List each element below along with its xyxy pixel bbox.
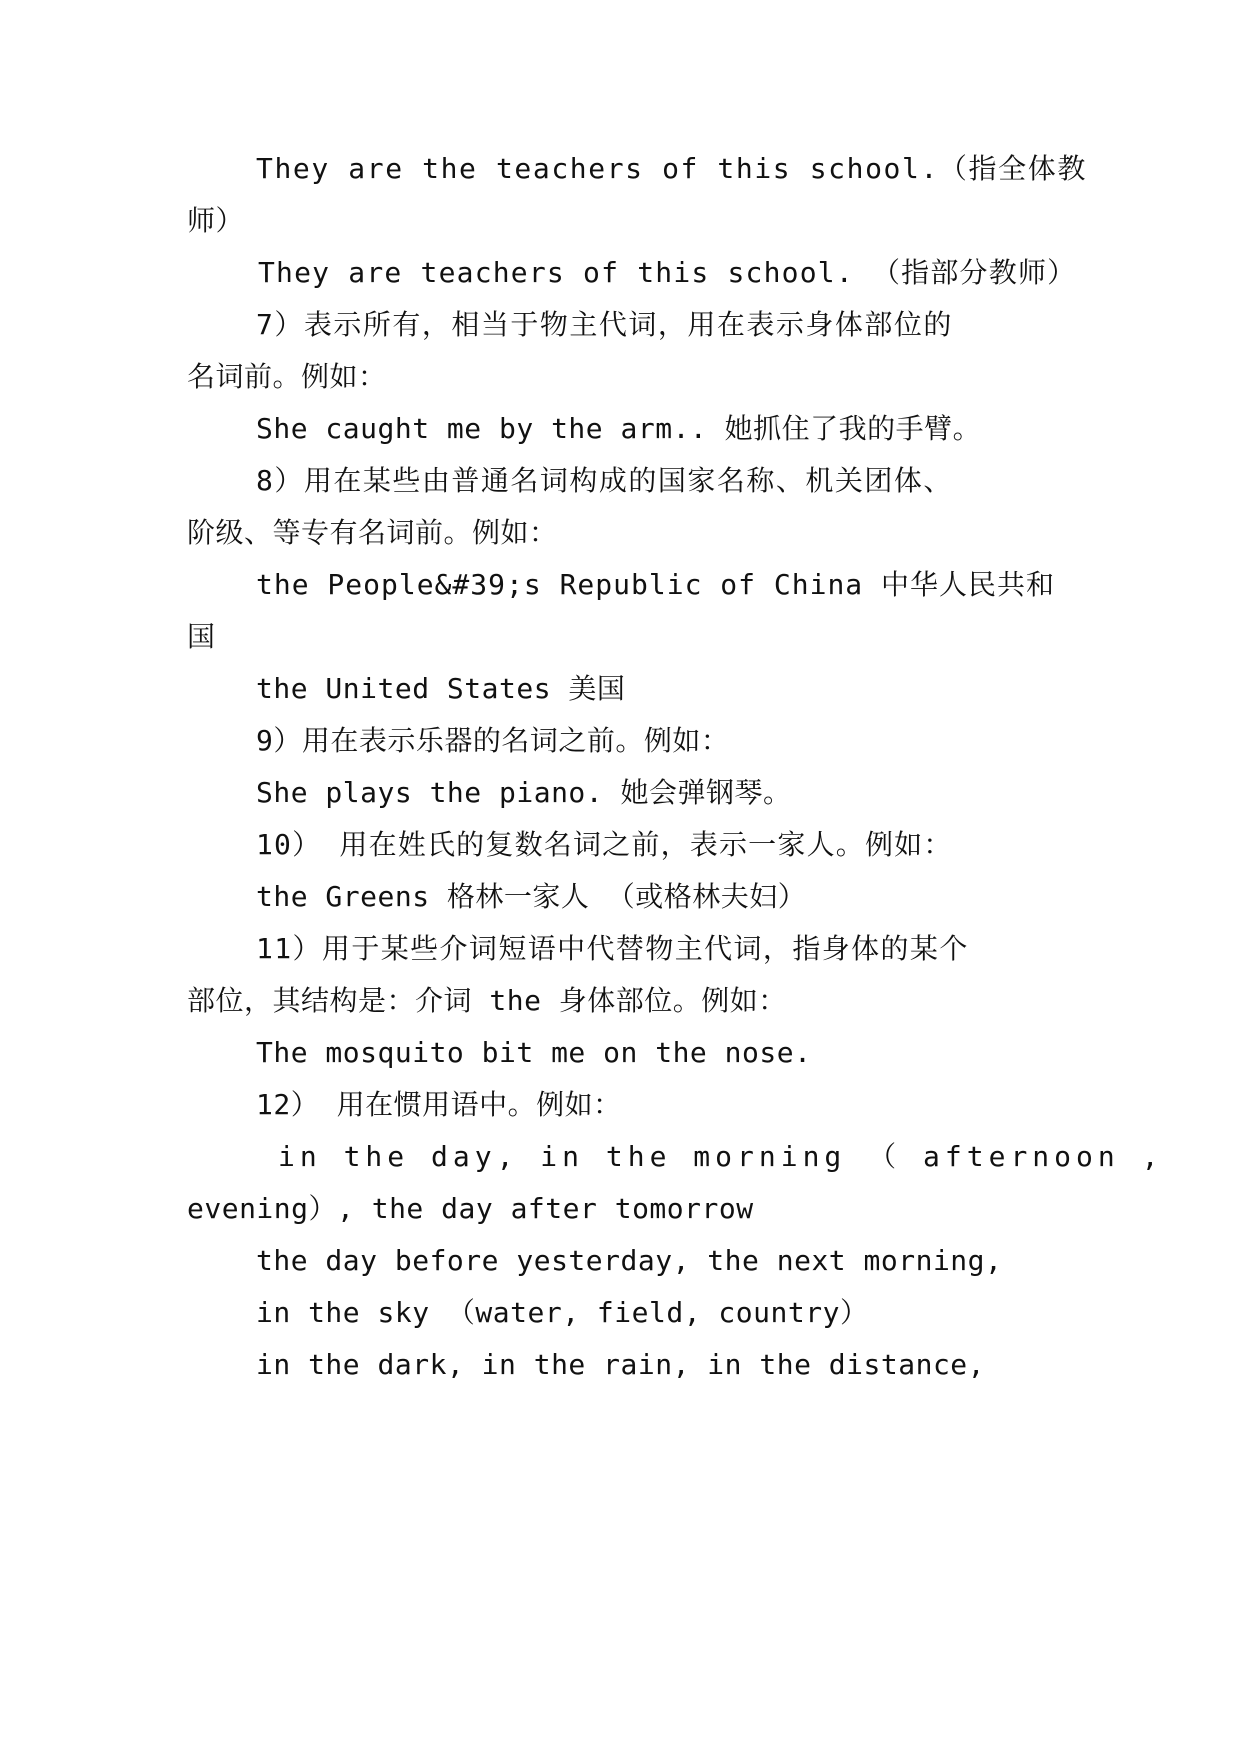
text-line: She caught me by the arm.. 她抓住了我的手臂。 [256, 412, 982, 445]
text-line: 9）用在表示乐器的名词之前。例如： [256, 724, 730, 757]
text-line: They are teachers of this school. （指部分教师） [258, 256, 1077, 289]
text-line: the People&#39;s Republic of China 中华人民共和 [256, 568, 1056, 601]
text-line: 国 [187, 620, 216, 653]
text-line: They are the teachers of this school.（指全体教 [256, 152, 1087, 185]
text-line: in the day, in the morning （ afternoon , [278, 1140, 1164, 1173]
text-line: 12） 用在惯用语中。例如： [256, 1088, 622, 1121]
text-line: the United States 美国 [256, 672, 626, 705]
text-line: the Greens 格林一家人 （或格林夫妇） [256, 880, 807, 913]
text-line: 名词前。例如： [187, 360, 387, 393]
text-line: 师） [187, 204, 245, 237]
text-line: 8）用在某些由普通名词构成的国家名称、机关团体、 [256, 464, 953, 497]
text-line: evening）, the day after tomorrow [187, 1192, 754, 1225]
text-line: 阶级、等专有名词前。例如： [187, 516, 558, 549]
text-line: 11）用于某些介词短语中代替物主代词，指身体的某个 [256, 932, 969, 965]
text-line: 部位，其结构是：介词 the 身体部位。例如： [187, 984, 787, 1017]
text-line: 7）表示所有，相当于物主代词，用在表示身体部位的 [256, 308, 953, 341]
text-line: She plays the piano. 她会弹钢琴。 [256, 776, 792, 809]
text-line: in the sky （water, field, country） [256, 1296, 869, 1329]
text-line: in the dark, in the rain, in the distance, [256, 1348, 986, 1381]
text-line: the day before yesterday, the next morning, [256, 1244, 1003, 1277]
text-line: 10） 用在姓氏的复数名词之前，表示一家人。例如： [256, 828, 953, 861]
text-line: The mosquito bit me on the nose. [256, 1036, 812, 1069]
